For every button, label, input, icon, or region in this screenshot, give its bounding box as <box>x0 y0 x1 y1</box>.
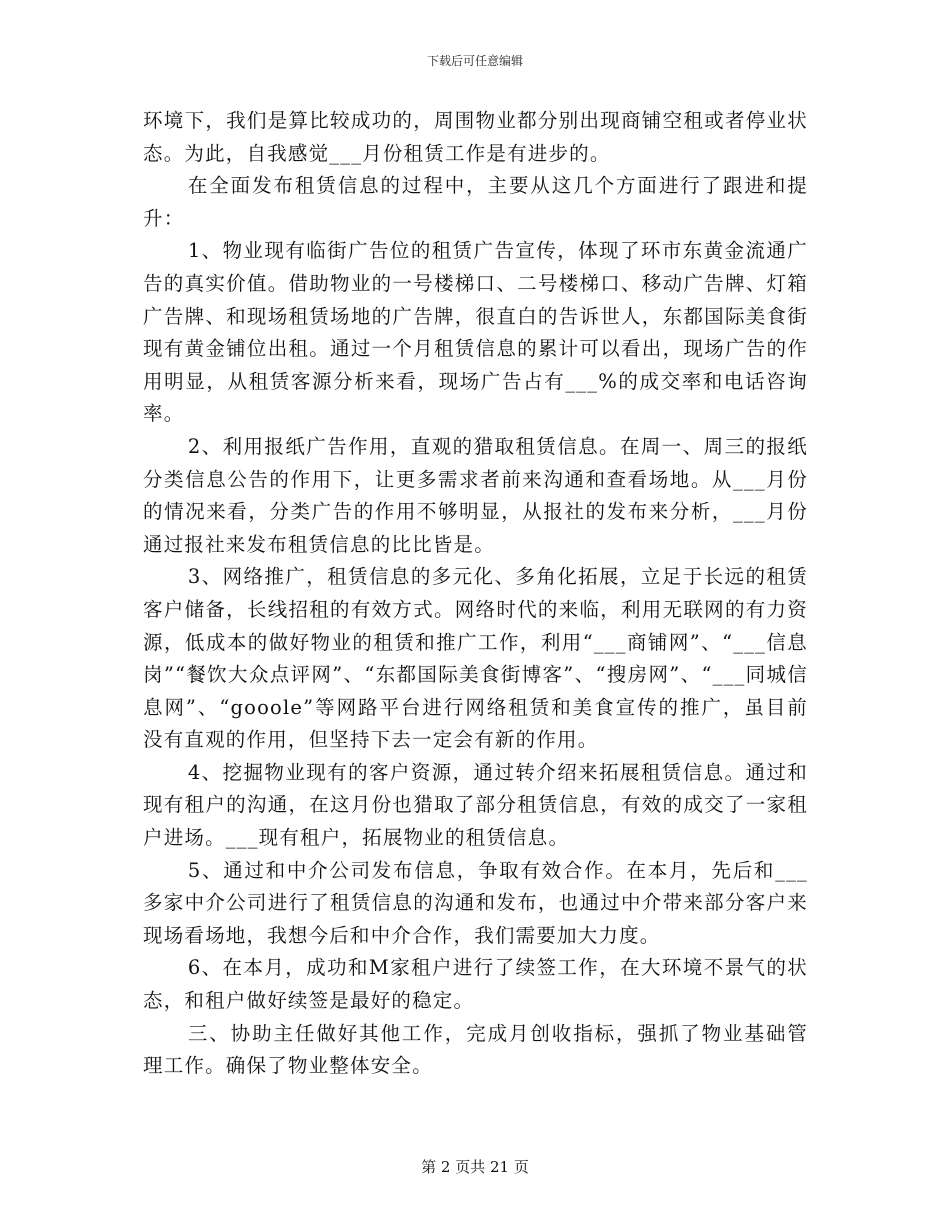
paragraph-continuation: 环境下，我们是算比较成功的，周围物业都分别出现商铺空租或者停业状态。为此，自我感觉___月份租赁工作是有进步的。 <box>143 109 808 165</box>
paragraph-intro: 在全面发布租赁信息的过程中，主要从这几个方面进行了跟进和提升： <box>143 174 808 230</box>
paragraph-item-6: 6、在本月，成功和M家租户进行了续签工作，在大环境不景气的状态，和租户做好续签是最好的稳定。 <box>143 956 808 1013</box>
paragraph-item-5: 5、通过和中介公司发布信息，争取有效合作。在本月，先后和___多家中介公司进行了租赁信息的沟通和发布，也通过中介带来部分客户来现场看场地，我想今后和中介合作，我们需要加大力度。 <box>143 858 808 947</box>
page-number-footer: 第 2 页共 21 页 <box>421 1158 529 1176</box>
paragraph-item-4: 4、挖掘物业现有的客户资源，通过转介绍来拓展租赁信息。通过和现有租户的沟通，在这月份也猎取了部分租赁信息，有效的成交了一家租户进场。___现有租户，拓展物业的租赁信息。 <box>143 760 808 850</box>
paragraph-item-1: 1、物业现有临街广告位的租赁广告宣传，体现了环市东黄金流通广告的真实价值。借助物业的一号楼梯口、二号楼梯口、移动广告牌、灯箱广告牌、和现场租赁场地的广告牌，很直白的告诉世人，东都国际美食街现有黄金铺位出租。通过一个月租赁信息的累计可以看出，现场广告的作用明显，从租赁客源分析来看，现场广告占有___%的成交率和电话咨询率。 <box>143 239 808 426</box>
paragraph-item-3: 3、网络推广，租赁信息的多元化、多角化拓展，立足于长远的租赁客户储备，长线招租的有效方式。网络时代的来临，利用无联网的有力资源，低成本的做好物业的租赁和推广工作，利用“___商铺网”、“___信息岗”“餐饮大众点评网”、“东都国际美食街博客”、“搜房网”、“___同城信息网”、“gooole”等网路平台进行网络租赁和美食宣传的推广，虽目前没有直观的作用，但坚持下去一定会有新的作用。 <box>143 565 808 752</box>
document-body <box>143 105 808 1083</box>
paragraph-item-2: 2、利用报纸广告作用，直观的猎取租赁信息。在周一、周三的报纸分类信息公告的作用下，让更多需求者前来沟通和查看场地。从___月份的情况来看，分类广告的作用不够明显，从报社的发布来分析，___月份通过报社来发布租赁信息的比比皆是。 <box>143 434 808 556</box>
page-header-note: 下载后可任意编辑 <box>426 54 523 68</box>
paragraph-section-3: 三、协助主任做好其他工作，完成月创收指标，强抓了物业基础管理工作。确保了物业整体安全。 <box>143 1021 808 1078</box>
